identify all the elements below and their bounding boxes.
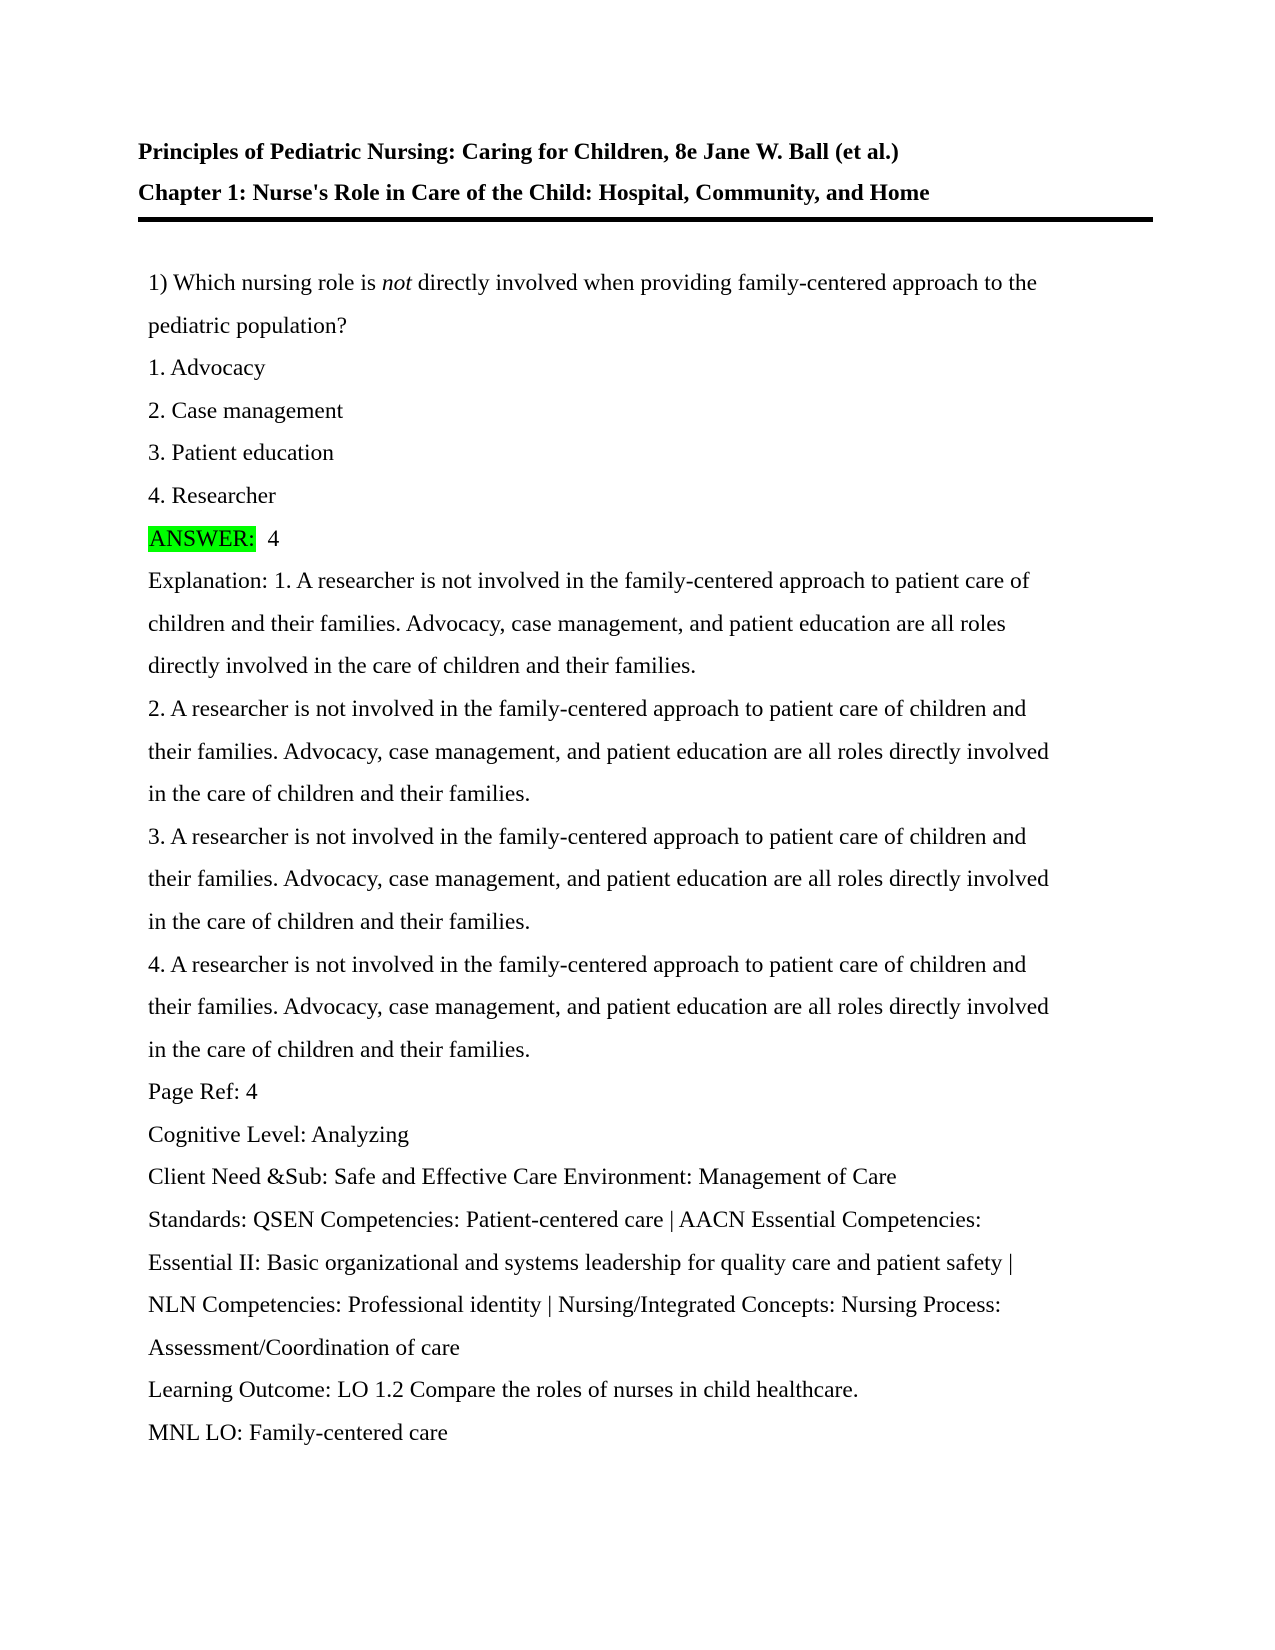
cognitive-level: Cognitive Level: Analyzing [148, 1121, 410, 1148]
explanation-line: their families. Advocacy, case management, and patient education are all roles directly involved [148, 994, 1049, 1021]
question-stem-part1: 1) Which nursing role is [148, 270, 382, 296]
question-stem-line-1 [148, 262, 1148, 305]
document-header [138, 132, 1153, 214]
question-block [148, 262, 1148, 1455]
standards-line: Assessment/Coordination of care [148, 1334, 460, 1361]
book-title: Principles of Pediatric Nursing: Caring for Children, 8e Jane W. Ball (et al.) [138, 139, 899, 165]
explanation-line: children and their families. Advocacy, case management, and patient education are all roles [148, 610, 1006, 637]
option-2: 2. Case management [148, 397, 344, 424]
question-stem-part2: directly involved when providing family-centered approach to the [411, 270, 1038, 296]
explanation-line: 2. A researcher is not involved in the family-centered approach to patient care of children and [148, 695, 1027, 722]
answer-value: 4 [255, 525, 280, 552]
option-4: 4. Researcher [148, 482, 276, 509]
mnl-lo: MNL LO: Family-centered care [148, 1420, 448, 1447]
answer-line [148, 518, 1148, 561]
standards-line: NLN Competencies: Professional identity | Nursing/Integrated Concepts: Nursing Process: [148, 1292, 1002, 1319]
explanation-line: 4. A researcher is not involved in the family-centered approach to patient care of children and [148, 951, 1027, 978]
explanation-line: in the care of children and their families. [148, 781, 531, 808]
standards-line: Essential II: Basic organizational and systems leadership for quality care and patient safety | [148, 1249, 1014, 1276]
explanation-line: their families. Advocacy, case management, and patient education are all roles directly involved [148, 738, 1049, 765]
standards-line: Standards: QSEN Competencies: Patient-centered care | AACN Essential Competencies: [148, 1207, 982, 1234]
explanation-line: their families. Advocacy, case management, and patient education are all roles directly involved [148, 866, 1049, 893]
client-need: Client Need &Sub: Safe and Effective Care Environment: Management of Care [148, 1164, 897, 1191]
explanation-line: in the care of children and their families. [148, 908, 531, 935]
answer-label: ANSWER: [149, 525, 255, 552]
option-1: 1. Advocacy [148, 355, 266, 382]
option-3: 3. Patient education [148, 440, 334, 467]
chapter-title: Chapter 1: Nurse's Role in Care of the Child: Hospital, Community, and Home [138, 180, 930, 206]
header-divider [138, 217, 1153, 222]
explanation-line: Explanation: 1. A researcher is not involved in the family-centered approach to patient care of [148, 568, 1030, 595]
page-ref: Page Ref: 4 [148, 1079, 258, 1106]
question-stem-emphasis: not [381, 270, 412, 296]
explanation-line: directly involved in the care of children and their families. [148, 653, 697, 680]
explanation-line: in the care of children and their families. [148, 1036, 531, 1063]
question-stem-line-2: pediatric population? [148, 312, 348, 339]
learning-outcome: Learning Outcome: LO 1.2 Compare the roles of nurses in child healthcare. [148, 1377, 859, 1404]
explanation-line: 3. A researcher is not involved in the family-centered approach to patient care of children and [148, 823, 1027, 850]
